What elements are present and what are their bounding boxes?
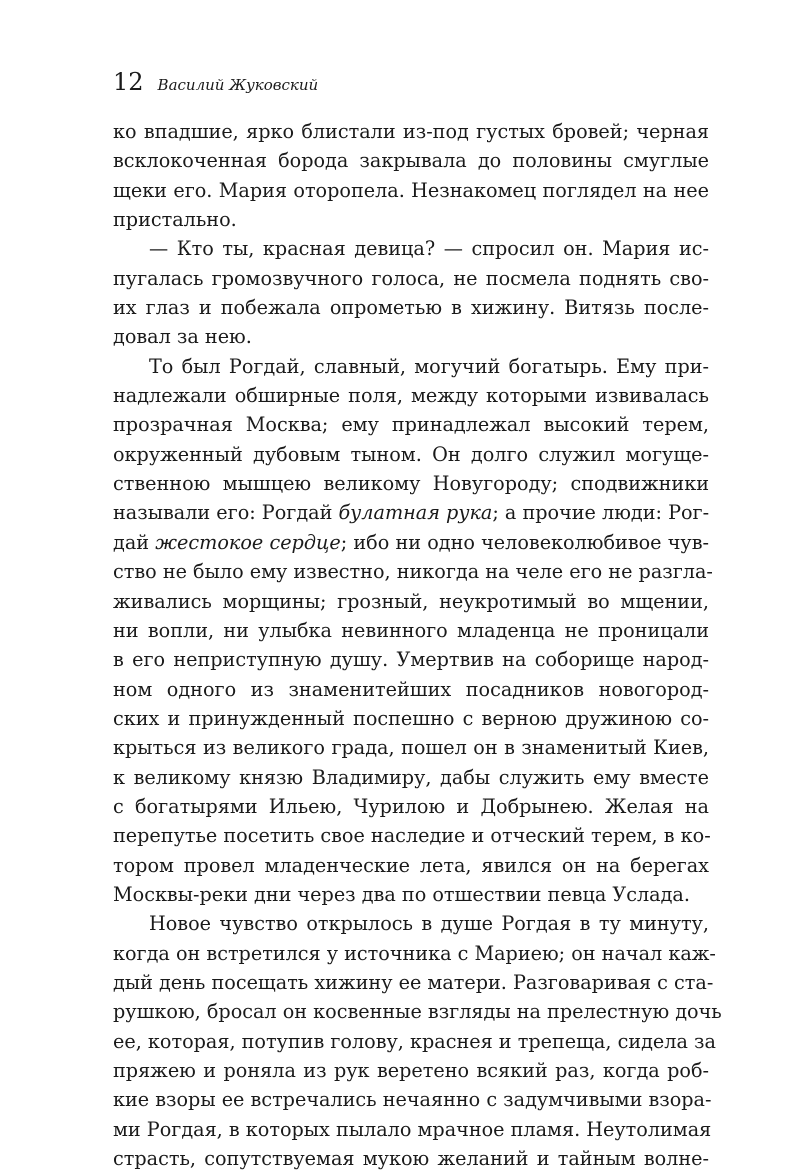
text-line xyxy=(113,205,709,234)
text-span: Москвы-реки дни через два по отшествии певца Услада. xyxy=(113,882,690,906)
text-line xyxy=(113,1027,716,1056)
text-span: дай xyxy=(113,530,156,554)
text-line xyxy=(113,1115,712,1144)
text-line xyxy=(113,146,709,175)
text-line xyxy=(113,939,716,968)
text-span: с богатырями Ильею, Чурилою и Добрынею. Желая на xyxy=(113,794,709,818)
text-span: ство не было ему известно, никогда на челе его не разгла- xyxy=(113,560,713,584)
text-span: перепутье посетить свое наследие и отческий терем, в ко- xyxy=(113,824,711,848)
text-line xyxy=(113,352,709,381)
text-span: рушкою, бросал он косвенные взгляды на прелестную дочь xyxy=(113,1000,722,1024)
text-span: живались морщины; грозный, неукротимый во мщении, xyxy=(113,589,709,613)
text-line xyxy=(113,821,709,850)
text-span: пристально. xyxy=(113,208,237,232)
text-line xyxy=(113,968,714,997)
text-line xyxy=(113,322,709,351)
text-span: крыться из великого града, пошел он в знаменитый Киев, xyxy=(113,736,709,760)
text-line xyxy=(113,234,709,263)
text-line xyxy=(113,176,709,205)
text-span: когда он встретился у источника с Мариею; он начал каж- xyxy=(113,941,716,965)
text-line xyxy=(113,1144,709,1173)
text-span: окруженный дубовым тыном. Он долго служил могуще- xyxy=(113,442,709,466)
text-span: кие взоры ее встречались нечаянно с задумчивыми взора- xyxy=(113,1088,712,1112)
text-line xyxy=(113,1056,709,1085)
text-line xyxy=(113,528,709,557)
text-line xyxy=(113,293,709,322)
text-span: ми Рогдая, в которых пылало мрачное пламя. Неутолимая xyxy=(113,1117,712,1141)
text-line xyxy=(113,264,709,293)
text-line xyxy=(113,117,709,146)
text-line xyxy=(113,469,709,498)
text-span: дый день посещать хижину ее матери. Разговаривая с ста- xyxy=(113,970,714,994)
text-line xyxy=(113,1085,712,1114)
text-line xyxy=(113,557,713,586)
text-span: к великому князю Владимиру, дабы служить ему вместе xyxy=(113,765,709,789)
text-span: ном одного из знаменитейших посадников новогород- xyxy=(113,677,709,701)
text-line xyxy=(113,498,709,527)
text-span: ственною мышцею великому Новугороду; сподвижники xyxy=(113,472,709,496)
text-span: пугалась громозвучного голоса, не посмела поднять сво- xyxy=(113,266,709,290)
text-span: ко впадшие, ярко блистали из-под густых бровей; черная xyxy=(113,120,709,143)
italic-phrase: булатная рука xyxy=(338,501,493,525)
text-line xyxy=(113,410,709,439)
text-span: страсть, сопутствуемая мукою желаний и тайным волне- xyxy=(113,1147,709,1171)
text-span: называли его: Рогдай xyxy=(113,501,339,525)
text-span: довал за нею. xyxy=(113,325,252,349)
text-span: — Кто ты, красная девица? — спросил он. Мария ис- xyxy=(149,237,709,261)
text-line xyxy=(113,763,709,792)
text-span: их глаз и побежала опрометью в хижину. Витязь после- xyxy=(113,296,709,320)
text-line xyxy=(113,851,709,880)
text-line xyxy=(113,880,709,909)
text-span: Новое чувство открылось в душе Рогдая в ту минуту, xyxy=(149,912,709,936)
text-line xyxy=(113,675,709,704)
text-span: прозрачная Москва; ему принадлежал высокий терем, xyxy=(113,413,709,437)
text-span: щеки его. Мария оторопела. Незнакомец поглядел на нее xyxy=(113,178,709,202)
text-span: ; ибо ни одно человеколюбивое чув- xyxy=(340,530,709,554)
text-span: всклокоченная борода закрывала до половины смуглые xyxy=(113,149,709,173)
text-line xyxy=(113,792,709,821)
italic-phrase: жестокое сердце xyxy=(155,530,341,554)
body-text xyxy=(113,117,722,1173)
text-span: ; а прочие люди: Рог- xyxy=(492,501,710,525)
text-span: тором провел младенческие лета, явился он на берегах xyxy=(113,853,709,877)
text-span: в его неприступную душу. Умертвив на соборище народ- xyxy=(113,648,709,672)
text-line xyxy=(113,909,709,938)
text-span: надлежали обширные поля, между которыми извивалась xyxy=(113,384,709,408)
text-span: ских и принужденный поспешно с верною дружиною со- xyxy=(113,706,709,730)
text-span: ни вопли, ни улыбка невинного младенца не проницали xyxy=(113,618,709,642)
text-span: пряжею и роняла из рук веретено всякий раз, когда роб- xyxy=(113,1059,709,1082)
text-line xyxy=(113,616,709,645)
text-line xyxy=(113,381,709,410)
text-line xyxy=(113,587,709,616)
text-line xyxy=(113,645,709,674)
text-span: То был Рогдай, славный, могучий богатырь. Ему при- xyxy=(149,354,709,378)
text-span: ее, которая, потупив голову, краснея и трепеща, сидела за xyxy=(113,1029,716,1053)
text-line xyxy=(113,733,709,762)
text-line xyxy=(113,440,709,469)
running-head: Василий Жуковский xyxy=(157,76,319,94)
text-line xyxy=(113,704,709,733)
page-header xyxy=(113,68,318,104)
page-number: 12 xyxy=(113,68,144,96)
text-line xyxy=(113,997,722,1026)
